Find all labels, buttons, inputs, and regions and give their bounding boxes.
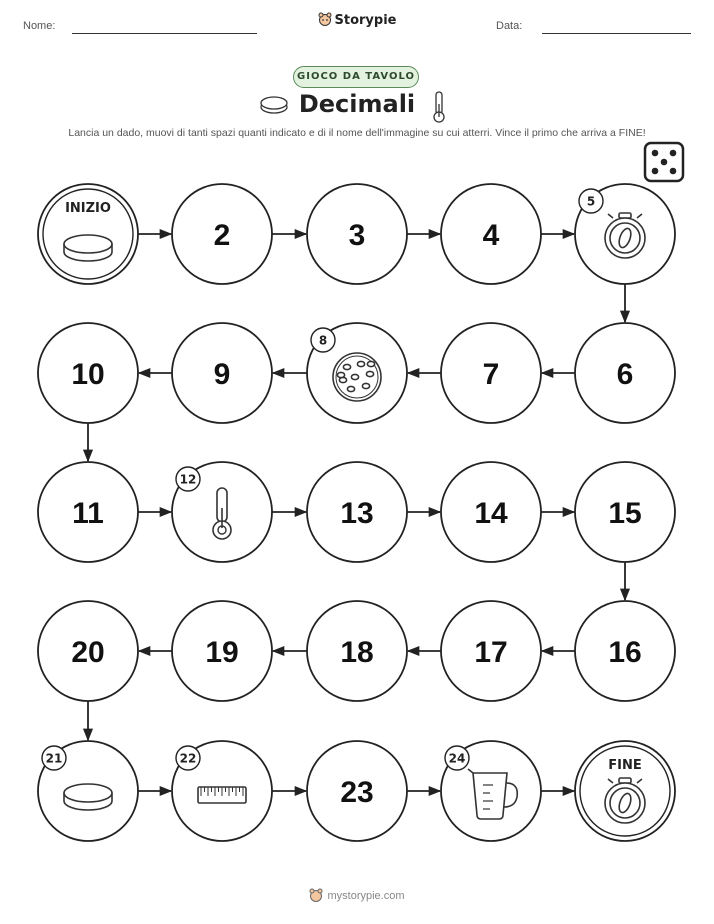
name-label: Nome: bbox=[23, 20, 56, 32]
space-number: 19 bbox=[205, 636, 239, 669]
board-space[interactable] bbox=[307, 462, 407, 562]
space-number: 13 bbox=[340, 497, 374, 530]
board-space[interactable] bbox=[38, 741, 138, 841]
board-space[interactable] bbox=[441, 323, 541, 423]
space-number: 21 bbox=[45, 751, 63, 766]
board-space[interactable] bbox=[575, 601, 675, 701]
board-space[interactable] bbox=[172, 323, 272, 423]
board-space[interactable] bbox=[307, 601, 407, 701]
board-space[interactable] bbox=[172, 462, 272, 562]
space-number: 8 bbox=[318, 333, 328, 348]
space-number: 16 bbox=[608, 636, 642, 669]
start-space[interactable] bbox=[38, 184, 138, 284]
space-number: 3 bbox=[348, 219, 366, 252]
space-label: INIZIO bbox=[65, 201, 111, 216]
coin-icon bbox=[64, 235, 112, 261]
board-space[interactable] bbox=[575, 323, 675, 423]
board-space[interactable] bbox=[441, 462, 541, 562]
board-space[interactable] bbox=[575, 462, 675, 562]
board-space[interactable] bbox=[307, 741, 407, 841]
space-number: 14 bbox=[474, 497, 508, 530]
date-label: Data: bbox=[496, 20, 523, 32]
ruler-icon bbox=[198, 787, 246, 803]
space-number: 10 bbox=[71, 358, 105, 391]
footer-url[interactable]: mystorypie.com bbox=[327, 890, 405, 902]
space-number: 9 bbox=[213, 358, 231, 391]
storypie-mascot-icon bbox=[309, 888, 323, 902]
space-number: 18 bbox=[340, 636, 374, 669]
space-number: 23 bbox=[340, 776, 374, 809]
page-title: Decimali bbox=[298, 90, 416, 118]
space-number: 7 bbox=[482, 358, 500, 391]
space-number: 12 bbox=[179, 472, 197, 487]
coin-icon bbox=[64, 784, 112, 810]
finish-space[interactable] bbox=[575, 741, 675, 841]
board-space[interactable] bbox=[172, 184, 272, 284]
board-space[interactable] bbox=[172, 741, 272, 841]
space-number: 22 bbox=[179, 751, 197, 766]
board-space[interactable] bbox=[575, 184, 675, 284]
board-space[interactable] bbox=[307, 184, 407, 284]
space-number: 20 bbox=[71, 636, 105, 669]
board-space[interactable] bbox=[307, 323, 407, 423]
brand-name: Storypie bbox=[334, 13, 397, 28]
cookie-icon bbox=[333, 353, 381, 401]
space-number: 24 bbox=[448, 751, 466, 766]
space-number: 4 bbox=[482, 219, 500, 252]
space-number: 2 bbox=[213, 219, 231, 252]
footer bbox=[0, 888, 714, 902]
board-space[interactable] bbox=[38, 323, 138, 423]
board-space[interactable] bbox=[441, 601, 541, 701]
board-space[interactable] bbox=[441, 741, 541, 841]
instructions: Lancia un dado, muovi di tanti spazi quanti indicato e di il nome dell'immagine su cui atterri. Vince il primo che arriva a FINE! bbox=[68, 127, 646, 139]
space-number: 5 bbox=[586, 194, 596, 209]
board-space[interactable] bbox=[38, 601, 138, 701]
board-space[interactable] bbox=[172, 601, 272, 701]
space-number: 11 bbox=[72, 497, 104, 530]
space-label: FINE bbox=[608, 758, 642, 773]
space-number: 17 bbox=[474, 636, 508, 669]
board-space[interactable] bbox=[38, 462, 138, 562]
space-number: 6 bbox=[616, 358, 634, 391]
game-type-badge: GIOCO DA TAVOLO bbox=[293, 66, 419, 88]
space-number: 15 bbox=[608, 497, 642, 530]
board-space[interactable] bbox=[441, 184, 541, 284]
